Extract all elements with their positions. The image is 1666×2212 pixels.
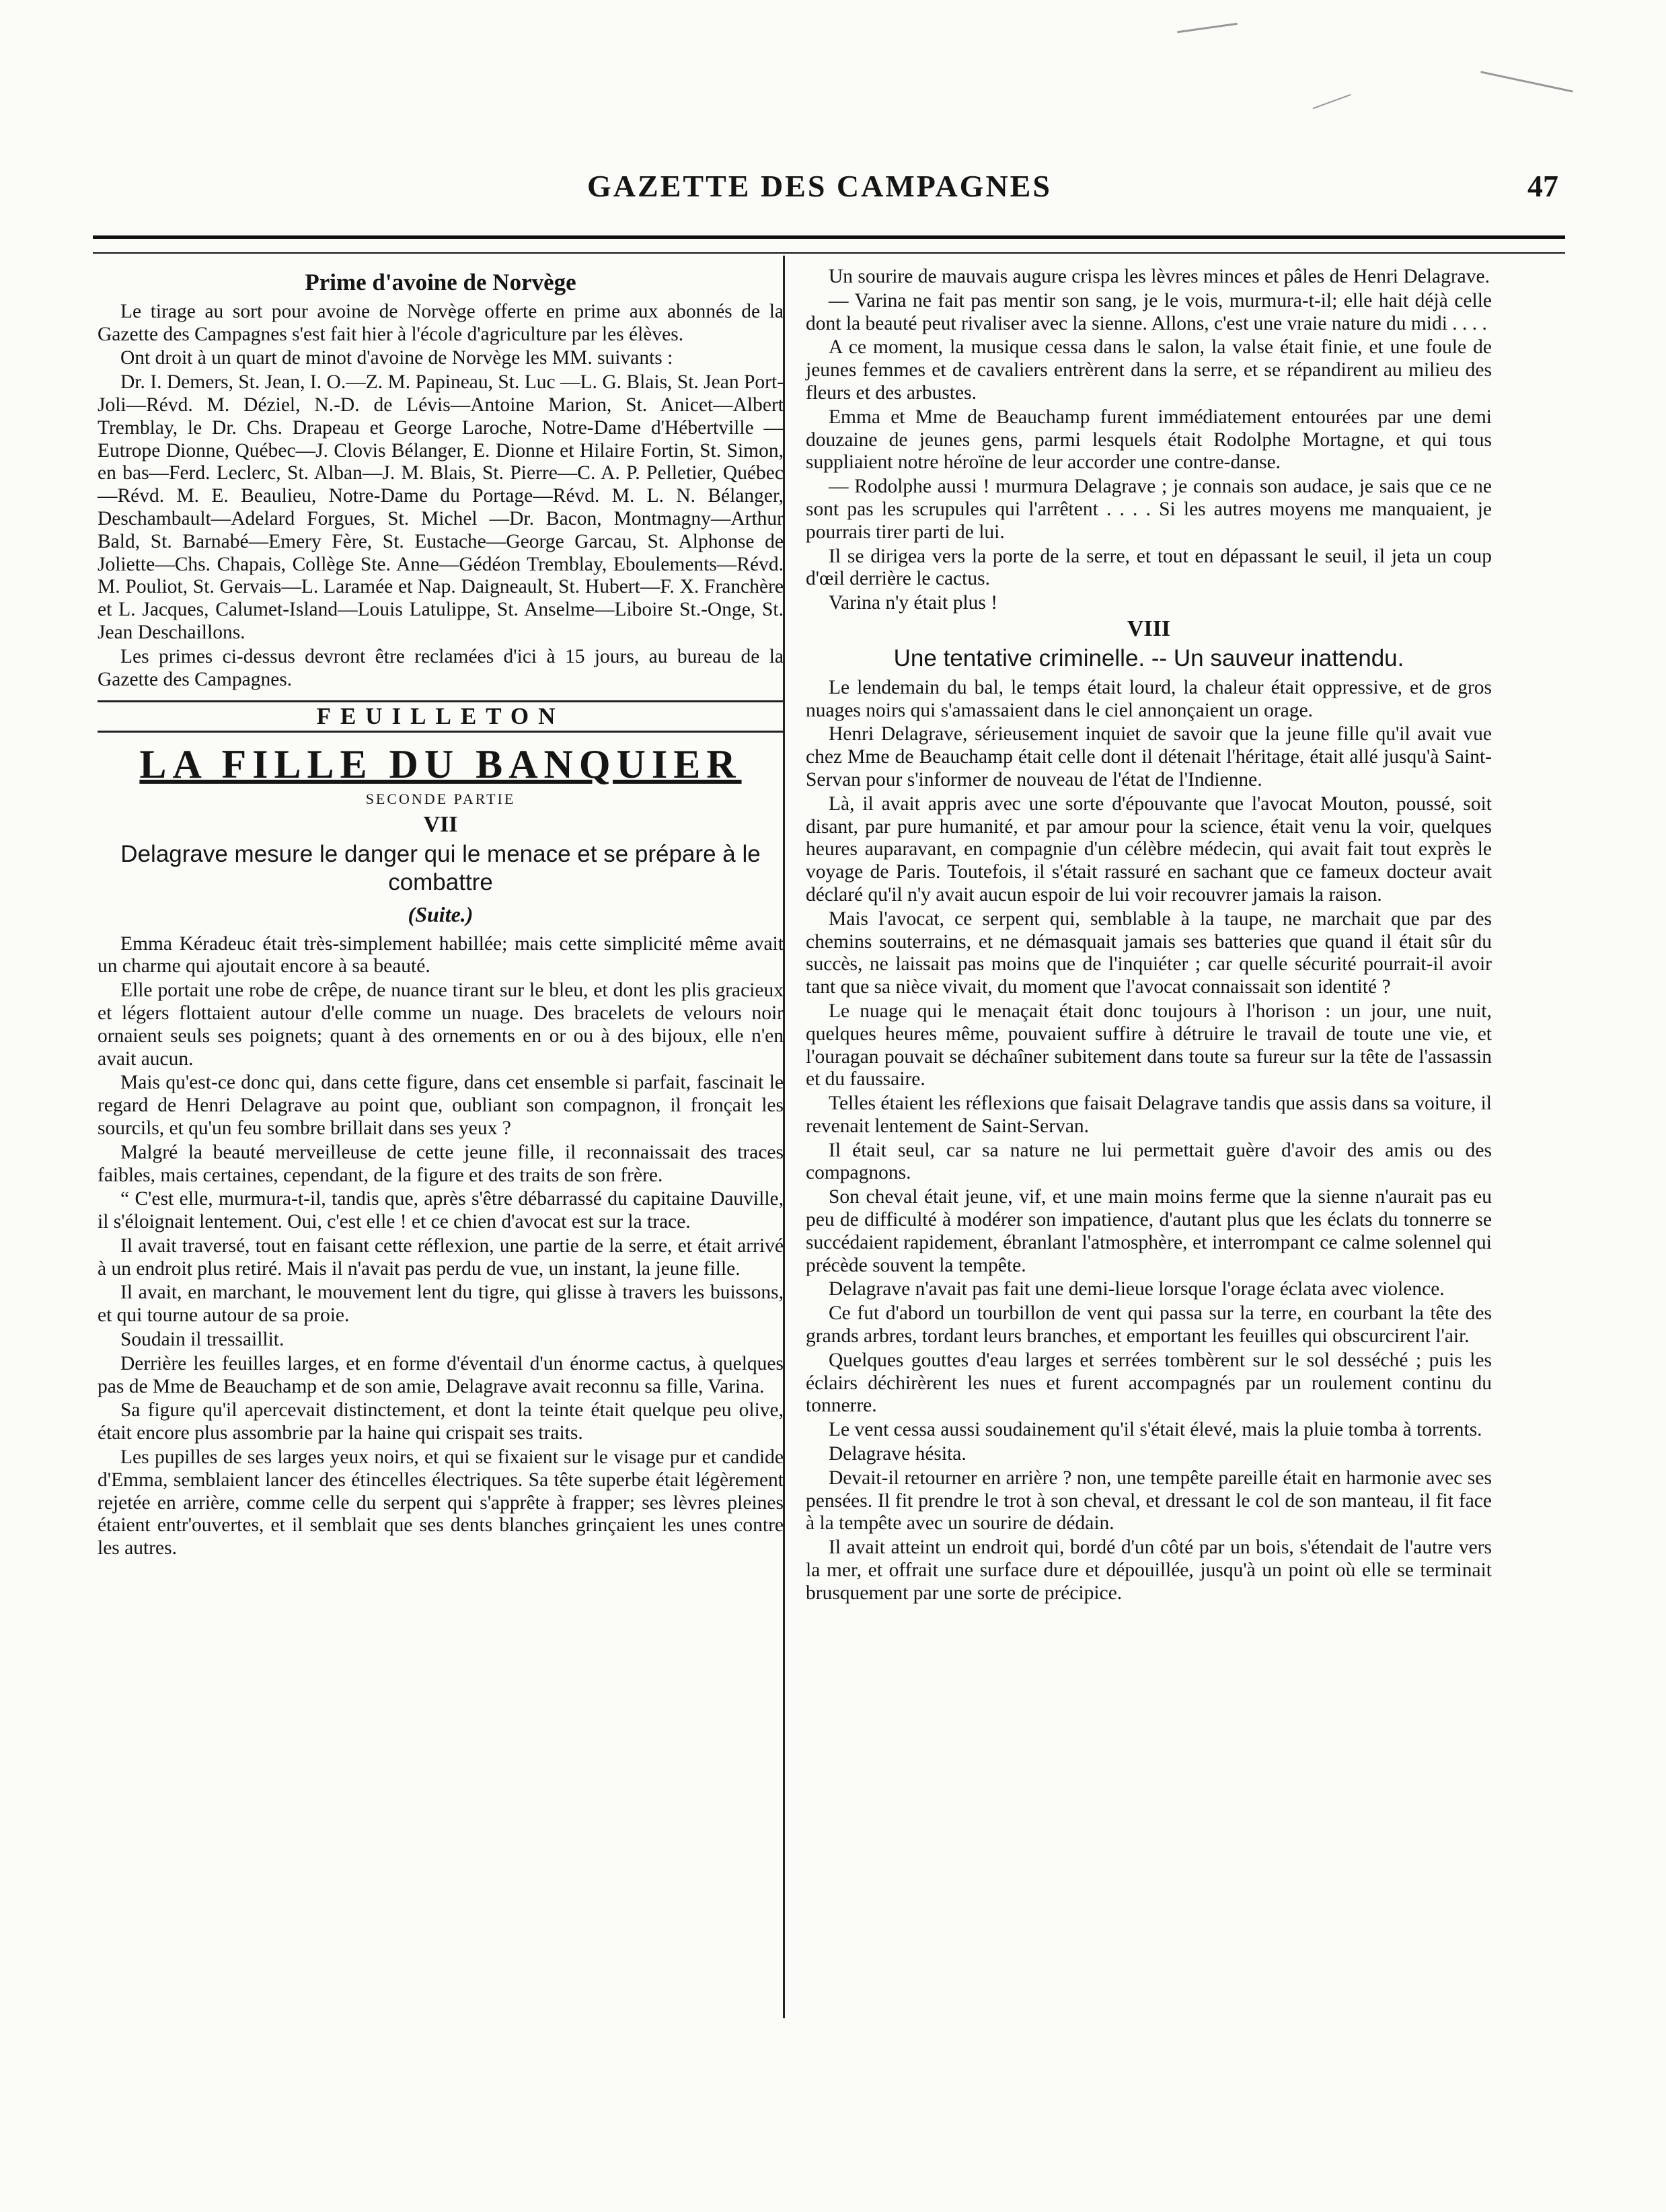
story-paragraph: Henri Delagrave, sérieusement inquiet de savoir que la jeune fille qu'il avait vue chez Mme de Beauchamp était celle dont il détenait l'héritage, était allé jusqu'à Saint-Servan pour s'informer de nouveau de l'état de l'Indienne. xyxy=(806,723,1492,790)
prime-paragraph: Le tirage au sort pour avoine de Norvège offerte en prime aux abonnés de la Gazette des Campagnes s'est fait hier à l'école d'agriculture par les élèves. xyxy=(98,300,784,345)
story-paragraph: Telles étaient les réflexions que faisait Delagrave tandis que assis dans sa voiture, il revenait lentement de Saint-Servan. xyxy=(806,1093,1492,1137)
story-paragraph: Il avait, en marchant, le mouvement lent du tigre, qui glisse à travers les buissons, et qui tourne autour de sa proie. xyxy=(98,1282,784,1327)
scan-speck xyxy=(1312,94,1351,109)
story-paragraph: Il était seul, car sa nature ne lui permettait guère d'avoir des amis ou des compagnons. xyxy=(806,1139,1492,1184)
right-column xyxy=(806,266,1492,1607)
story-paragraph: Emma et Mme de Beauchamp furent immédiatement entourées par une demi douzaine de jeunes gens, parmi lesquels était Rodolphe Mortagne, et qui tous suppliaient notre héroïne de leur accorder une contre-danse. xyxy=(806,406,1492,474)
story-paragraph: Il se dirigea vers la porte de la serre, et tout en dépassant le seuil, il jeta un coup d'œil derrière le cactus. xyxy=(806,545,1492,590)
page-number: 47 xyxy=(1527,169,1558,203)
story-paragraph: Emma Kéradeuc était très-simplement habillée; mais cette simplicité même avait un charme qui ajoutait encore à sa beauté. xyxy=(98,932,784,978)
story-paragraph: Quelques gouttes d'eau larges et serrées tombèrent sur le sol desséché ; puis les éclairs déchirèrent les nues et furent accompagnés par un roulement continu du tonnerre. xyxy=(806,1349,1492,1417)
story-paragraph: Elle portait une robe de crêpe, de nuance tirant sur le bleu, et dont les plis gracieux et légers flottaient autour d'elle comme un nuage. Des bracelets de velours noir ornaient seuls ses poignets; quant à des ornements en or ou à des bijoux, elle n'en avait aucun. xyxy=(98,980,784,1070)
story-paragraph: Son cheval était jeune, vif, et une main moins ferme que la sienne n'aurait pas eu peu de difficulté à modérer son impatience, d'autant plus que les éclats du tonnerre se succédaient rapidement, ébranlant l'atmosphère, et interrompant ce calme solennel qui précède souvent la tempête. xyxy=(806,1186,1492,1276)
story-paragraph: Malgré la beauté merveilleuse de cette jeune fille, il reconnaissait des traces faibles, mais certaines, cependant, de la figure et des traits de son frère. xyxy=(98,1141,784,1186)
story-paragraph: Devait-il retourner en arrière ? non, une tempête pareille était en harmonie avec ses pensées. Il fit prendre le trot à son cheval, et dressant le col de son manteau, il fit face à la tempête avec un sourire de dédain. xyxy=(806,1467,1492,1535)
story-paragraph: Les pupilles de ses larges yeux noirs, et qui se fixaient sur le visage pur et candide d'Emma, semblaient lancer des étincelles électriques. Sa tête superbe était légèrement rejetée en arrière, comme celle du serpent qui s'apprête à frapper; ses lèvres pleines étaient entr'ouvertes, et il semblait que ses dents blanches grinçaient les unes contre les autres. xyxy=(98,1446,784,1559)
story-paragraph: Là, il avait appris avec une sorte d'épouvante que l'avocat Mouton, poussé, soit disant, par pure humanité, et par amour pour la science, était venu la voir, quelques heures auparavant, en compagnie d'un célèbre médecin, qui avait fait tout exprès le voyage de Paris. Toutefois, il s'était rassuré en sachant que ce fameux docteur avait déclaré qu'il n'y avait aucun espoir de lui voir recouvrer jamais la raison. xyxy=(806,792,1492,906)
story-paragraph: Ce fut d'abord un tourbillon de vent qui passa sur la terre, en courbant la tête des grands arbres, tordant leurs branches, et emportant les feuilles qui obscurcirent l'air. xyxy=(806,1302,1492,1348)
chapter-number: VIII xyxy=(1127,616,1171,641)
header-rule xyxy=(93,235,1565,254)
story-paragraph: — Varina ne fait pas mentir son sang, je le vois, murmura-t-il; elle hait déjà celle dont la beauté peut rivaliser avec la sienne. Allons, c'est une vraie nature du midi . . . . xyxy=(806,289,1492,334)
story-paragraph: — Rodolphe aussi ! murmura Delagrave ; je connais son audace, je sais que ce ne sont pas les scrupules qui l'arrêtent . . . . Si les autres moyens me manquaient, je pourrais tirer parti de lui. xyxy=(806,476,1492,543)
novel-title: LA FILLE DU BANQUIER xyxy=(139,742,742,787)
story-paragraph: A ce moment, la musique cessa dans le salon, la valse était finie, et une foule de jeunes femmes et de cavaliers entrèrent dans la serre, et se répandirent au milieu des fleurs et des arbustes. xyxy=(806,336,1492,404)
story-paragraph: Mais qu'est-ce donc qui, dans cette figure, dans cet ensemble si parfait, fascinait le regard de Henri Delagrave au point que, oubliant son compagnon, il fronçait les sourcils, et qu'un feu sombre brillait dans ses yeux ? xyxy=(98,1072,784,1139)
story-paragraph: Il avait atteint un endroit qui, bordé d'un côté par un bois, s'étendait de l'autre vers la mer, et offrait une surface dure et dépouillée, jusqu'à un point où elle se terminait brusquement par une sorte de précipice. xyxy=(806,1537,1492,1604)
chapter-title: Une tentative criminelle. -- Un sauveur inattendu. xyxy=(893,644,1404,671)
novel-part: SECONDE PARTIE xyxy=(365,790,516,808)
prime-paragraph: Ont droit à un quart de minot d'avoine de Norvège les MM. suivants : xyxy=(120,347,673,369)
story-paragraph: Varina n'y était plus ! xyxy=(829,592,998,614)
scan-speck xyxy=(1177,23,1238,33)
chapter-number: VII xyxy=(423,811,458,837)
story-paragraph: “ C'est elle, murmura-t-il, tandis que, après s'être débarrassé du capitaine Dauville, il s'éloignait lentement. Oui, c'est elle ! et ce chien d'avocat est sur la trace. xyxy=(98,1188,784,1233)
chapter-title: Delagrave mesure le danger qui le menace et se prépare à le combattre xyxy=(120,840,761,895)
suite-label: (Suite.) xyxy=(408,901,474,926)
story-paragraph: Derrière les feuilles larges, et en forme d'éventail d'un énorme cactus, à quelques pas de Mme de Beauchamp et de son amie, Delagrave avait reconnu sa fille, Varina. xyxy=(98,1352,784,1397)
story-paragraph: Delagrave n'avait pas fait une demi-lieue lorsque l'orage éclata avec violence. xyxy=(829,1278,1445,1300)
story-paragraph: Le nuage qui le menaçait était donc toujours à l'horison : un jour, une nuit, quelques heures même, pouvaient suffire à détruire le travail de toute une vie, et l'ouragan pouvait se déchaîner subitement dans toute sa fureur sur la tête de l'assassin et du faussaire. xyxy=(806,1000,1492,1091)
story-paragraph: Le vent cessa aussi soudainement qu'il s'était élevé, mais la pluie tomba à torrents. xyxy=(829,1419,1482,1441)
story-paragraph: Un sourire de mauvais augure crispa les lèvres minces et pâles de Henri Delagrave. xyxy=(829,266,1490,287)
prime-paragraph: Les primes ci-dessus devront être reclamées d'ici à 15 jours, au bureau de la Gazette des Campagnes. xyxy=(98,645,784,690)
feuilleton-banner: FEUILLETON xyxy=(98,700,784,733)
story-paragraph: Sa figure qu'il apercevait distinctement, et dont la teinte était quelque peu olive, était encore plus assombrie par la haine qui crispait ses traits. xyxy=(98,1399,784,1444)
story-paragraph: Il avait traversé, tout en faisant cette réflexion, une partie de la serre, et était arrivé à un endroit plus retiré. Mais il n'avait pas perdu de vue, un instant, la jeune fille. xyxy=(98,1234,784,1280)
prime-title: Prime d'avoine de Norvège xyxy=(305,269,576,295)
story-paragraph: Mais l'avocat, ce serpent qui, semblable à la taupe, ne marchait que par des chemins souterrains, et ne démasquait jamais ses batteries que quand il était sûr du succès, ne laissait pas moins que de l'inquiéter ; car quelle sécurité pourrait-il avoir tant que sa nièce vivait, du moment que l'avocat connaissait son identité ? xyxy=(806,908,1492,998)
story-paragraph: Delagrave hésita. xyxy=(829,1443,967,1465)
story-paragraph: Soudain il tressaillit. xyxy=(120,1329,285,1351)
winners-list: Dr. I. Demers, St. Jean, I. O.—Z. M. Papineau, St. Luc —L. G. Blais, St. Jean Port-Joli—Révd. M. Déziel, N.-D. de Lévis—Antoine Marion, St. Anicet—Albert Tremblay, le Dr. Chs. Drapeau et George Laroche, Notre-Dame d'Hébertville —Eutrope Dionne, Québec—J. Clovis Bélanger, E. Dionne et Hilaire Fortin, St. Simon, en bas—Ferd. Leclerc, St. Alban—J. M. Blais, St. Pierre—C. A. P. Pelletier, Québec—Révd. M. E. Beaulieu, Notre-Dame du Portage—Révd. M. L. N. Bélanger, Deschambault—Adelard Forgues, St. Michel —Dr. Bacon, Montmagny—Arthur Bald, St. Barnabé—Emery Fère, St. Eustache—George Garcau, St. Alphonse de Joliette—Chs. Chapais, Collège Ste. Anne—Gédéon Tremblay, Eboulements—Révd. M. Pouliot, St. Gervais—L. Laramée et Nap. Daigneault, St. Hubert—F. X. Franchère et L. Jacques, Calumet-Island—Louis Latulippe, St. Anselme—Liboire St.-Onge, St. Jean Deschaillons. xyxy=(98,371,784,643)
story-paragraph: Le lendemain du bal, le temps était lourd, la chaleur était oppressive, et de gros nuages noirs qui s'amassaient dans le ciel annonçaient un orage. xyxy=(806,676,1492,721)
scan-speck xyxy=(1480,71,1573,92)
running-head xyxy=(81,168,1558,215)
left-column xyxy=(98,266,784,1561)
newspaper-title: GAZETTE DES CAMPAGNES xyxy=(587,169,1052,203)
